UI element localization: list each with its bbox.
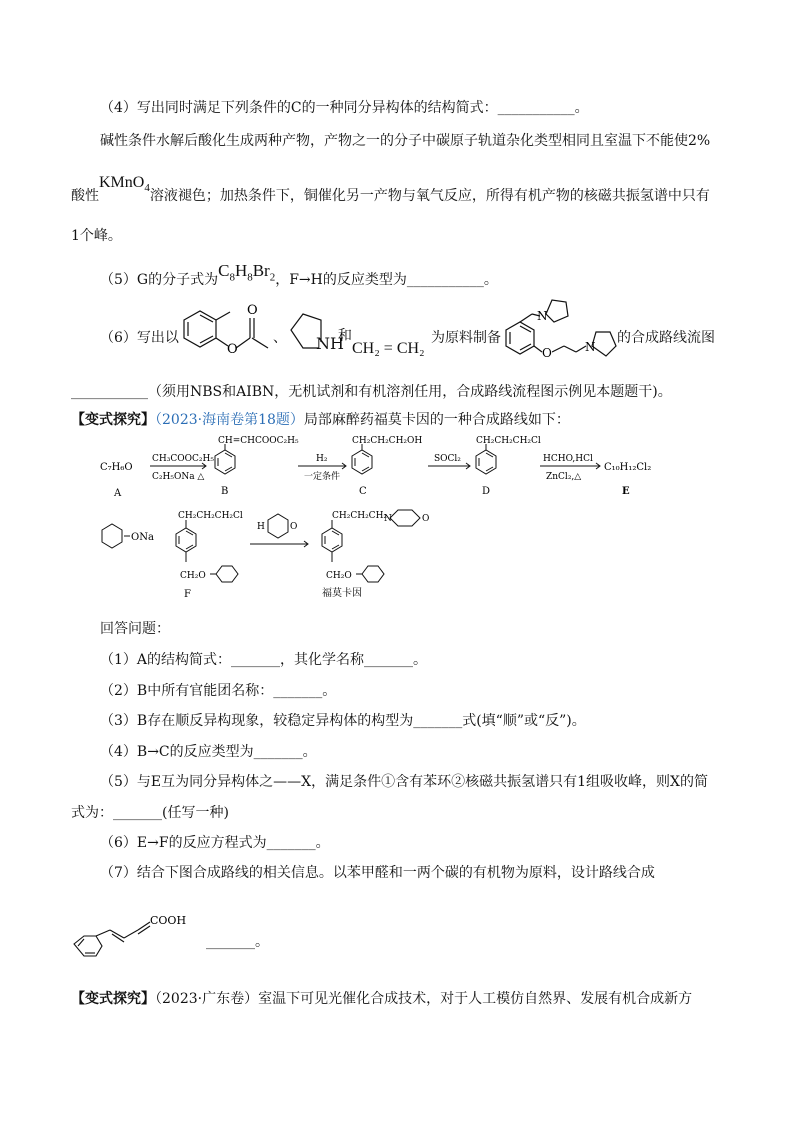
question-4: （4）B→C的反应类型为_______。 xyxy=(100,744,317,760)
acid-cooh-label: COOH xyxy=(150,914,187,927)
phenoxide-ona: ONa xyxy=(131,532,154,543)
target-acid-structure xyxy=(70,912,200,968)
morpholine-o: O xyxy=(290,522,298,532)
product-o: O xyxy=(422,514,430,524)
b-substituent: CH=CHCOOC₂H₅ xyxy=(218,436,299,446)
c-substituent: CH₂CH₂CH₂OH xyxy=(352,436,423,446)
q4-line2: 碱性条件水解后酸化生成两种产物，产物之一的分子中碳原子轨道杂化类型相同且室温下不能使2% xyxy=(100,133,711,149)
question-7: （7）结合下图合成路线的相关信息。以苯甲醛和一两个碳的有机物为原料，设计路线合成 xyxy=(100,865,655,881)
variant-tag: 【变式探究】 xyxy=(71,412,155,428)
question-1: （1）A的结构简式：_______，其化学名称_______。 xyxy=(100,652,428,668)
b-label: B xyxy=(221,486,229,497)
f-label: F xyxy=(184,589,191,600)
variant2-tag: 【变式探究】 xyxy=(71,991,155,1007)
ester-o-label: O xyxy=(227,342,238,357)
q5-rest: ，F→H的反应类型为___________。 xyxy=(275,272,498,288)
d-substituent: CH₂CH₂CH₂Cl xyxy=(476,436,541,446)
g-formula xyxy=(218,261,276,284)
target-product-structure xyxy=(496,290,622,374)
a-formula: C₇H₆O xyxy=(100,462,133,473)
e-formula: C₁₀H₁₂Cl₂ xyxy=(604,462,652,473)
question-5b: 式为：_______(任写一种) xyxy=(71,805,229,821)
g-formula-br-sub: 2 xyxy=(269,271,276,284)
g-formula-c: C xyxy=(218,261,230,280)
q6-end: 的合成路线流图 xyxy=(617,330,715,346)
variant-header-1 xyxy=(71,410,570,430)
e-label: E xyxy=(622,486,630,497)
target-n1-label: N xyxy=(537,309,548,323)
question-5a: （5）与E互为同分异构体之——X，满足条件①含有苯环②核磁共振氢谱只有1组吸收峰，则X的简 xyxy=(100,774,708,790)
question-2: （2）B中所有官能团名称：_______。 xyxy=(100,683,337,699)
kmno4-formula xyxy=(99,174,150,195)
variant-text: 局部麻醉药福莫卡因的一种合成路线如下： xyxy=(303,412,570,428)
question-6: （6）E→F的反应方程式为_______。 xyxy=(100,835,330,851)
product-n: N xyxy=(384,514,392,524)
g-formula-h: H xyxy=(234,261,248,280)
q6-separator: 、 xyxy=(273,330,287,346)
g-formula-c-sub: 8 xyxy=(229,271,235,284)
g-formula-h-sub: 8 xyxy=(247,271,253,284)
question-3: （3）B存在顺反异构现象，较稳定异构体的构型为_______式(填“顺”或“反”)。 xyxy=(100,713,586,729)
r4-bottom: ZnCl₂,△ xyxy=(546,472,582,482)
q4-line3-rest: 溶液褪色；加热条件下，铜催化另一产物与氧气反应，所得有机产物的核磁共振氢谱中只有 xyxy=(149,188,710,204)
r4-top: HCHO,HCl xyxy=(543,454,593,464)
synthesis-scheme xyxy=(100,434,660,604)
ethylene-formula: CH₂ = CH₂ xyxy=(352,340,425,357)
q5-line xyxy=(100,261,498,295)
target-n2-label: N xyxy=(585,340,596,354)
pyrrolidine-nh-label: NH xyxy=(316,334,344,353)
q5-prefix: （5）G的分子式为 xyxy=(100,272,219,288)
kmno4-sub: 4 xyxy=(144,182,150,195)
c-label: C xyxy=(359,486,367,497)
f-substituent2: CH₂O xyxy=(180,571,206,581)
question-7-blank: _______。 xyxy=(206,934,269,950)
r3-top: SOCl₂ xyxy=(434,454,461,464)
variant-header-2 xyxy=(71,989,692,1009)
target-o-label: O xyxy=(542,346,552,360)
questions-intro: 回答问题： xyxy=(100,621,170,637)
r1-bottom: C₂H₅ONa △ xyxy=(152,472,205,482)
q6-and: 和 xyxy=(338,328,352,344)
f-substituent: CH₂CH₂CH₂Cl xyxy=(178,511,243,521)
carbonyl-o-label: O xyxy=(247,303,258,318)
r2-top: H₂ xyxy=(316,454,328,464)
q4-line3 xyxy=(71,174,710,211)
morpholine-h: H xyxy=(257,522,265,532)
product-label: 福莫卡因 xyxy=(322,588,362,599)
q6-line2: ___________（须用NBS和AIBN，无机试剂和有机溶剂任用，合成路线流程图示例见本题题干)。 xyxy=(71,384,672,400)
product-substituent2: CH₂O xyxy=(326,571,352,581)
d-label: D xyxy=(482,486,491,497)
r2-bottom: 一定条件 xyxy=(304,472,341,482)
o-methylphenyl-acetate-structure xyxy=(170,296,290,366)
kmno4-main: KMnO xyxy=(99,174,145,191)
a-label: A xyxy=(114,488,122,499)
q4-line4: 1个峰。 xyxy=(71,228,122,244)
variant2-text: （2023·广东卷）室温下可见光催化合成技术，对于人工模仿自然界、发展有机合成新方 xyxy=(155,991,693,1007)
q6-prefix: （6）写出以 xyxy=(100,330,179,346)
variant-source: （2023·海南卷第18题） xyxy=(155,412,304,428)
g-formula-br: Br xyxy=(252,261,270,280)
r1-top: CH₃COOC₂H₅ xyxy=(152,454,214,464)
q6-mid: 为原料制备 xyxy=(431,330,501,346)
product-substituent: CH₂CH₂CH₂ xyxy=(332,511,388,521)
q4-line1: （4）写出同时满足下列条件的C的一种同分异构体的结构简式：___________。 xyxy=(100,100,589,116)
q4-prefix: 酸性 xyxy=(71,188,99,204)
